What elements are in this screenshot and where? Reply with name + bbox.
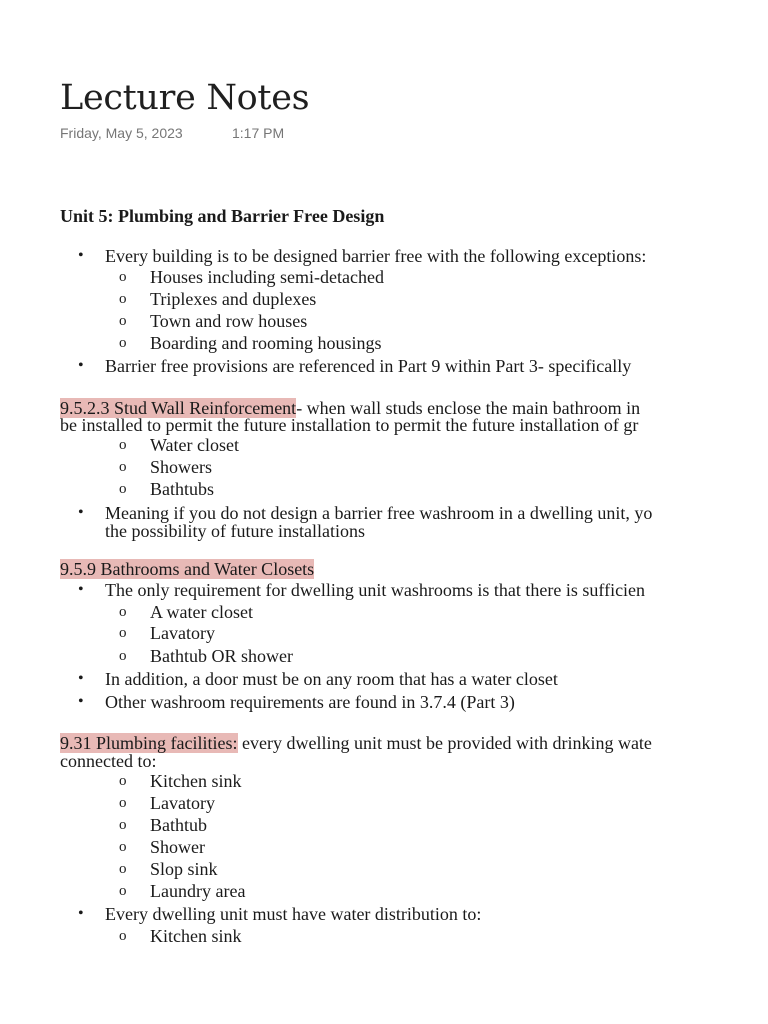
circle-bullet-icon: o [119,817,127,833]
circle-bullet-icon: o [119,773,127,789]
highlighted-label: 9.31 Plumbing facilities: [60,733,238,753]
list-item-cont: the possibility of future installations [105,521,365,541]
circle-bullet-icon: o [119,437,127,453]
circle-bullet-icon: o [119,291,127,307]
circle-bullet-icon: o [119,883,127,899]
circle-bullet-icon: o [119,313,127,329]
circle-bullet-icon: o [119,269,127,285]
page-title: Lecture Notes [60,78,310,118]
unit-heading: Unit 5: Plumbing and Barrier Free Design [60,206,385,226]
highlighted-label: 9.5.9 Bathrooms and Water Closets [60,559,315,579]
circle-bullet-icon: o [119,459,127,475]
circle-bullet-icon: o [119,481,127,497]
stud-wall-paragraph: 9.5.2.3 Stud Wall Reinforcement- when wall studs enclose the main bathroom in [60,398,641,418]
plumbing-paragraph: 9.31 Plumbing facilities: every dwelling unit must be provided with drinking wate [60,733,652,753]
page-time: 1:17 PM [232,125,285,141]
note-page: Lecture Notes Friday, May 5, 2023 1:17 PM Unit 5: Plumbing and Barrier Free Design • Every building is to be designed barrier free with the following exceptions: o Houses including semi-detached o Triplexes and duplexes o Town and row houses o Boarding and rooming housings • Barrier free provisions are referenced in Part 9 within Part 3- specifically 9.5.2.3 Stud Wall Reinforcement- when wall studs enclose the main bathroom in be installed to permit the future installation to permit the future installation of gr o Water closet o Showers o Bathtubs • Meaning if you do not design a barrier free washroom in a dwelling unit, yo the possibility of future installations 9.5.9 Bathrooms and Water Closets • The only requirement for dwelling unit washrooms is that there is sufficien o A water closet o Lavatory o Bathtub OR shower • In addition, a door must be on any room that has a water closet • Other washroom requirements are found in 3.7.4 (Part 3) 9.31 Plumbing facilities: every dwelling unit must be provided with drinking wate connected to: o Kitchen sink o Lavatory o Bathtub o Shower o Slop sink o Laundry area • Every dwelling unit must have water distribution to: o Kitchen sink [60,78,653,946]
bullet-icon: • [78,905,84,922]
page-date: Friday, May 5, 2023 [60,125,183,141]
bullet-icon: • [78,504,84,521]
circle-bullet-icon: o [119,648,127,664]
circle-bullet-icon: o [119,795,127,811]
stud-wall-paragraph-cont: be installed to permit the future installation to permit the future installation of gr [60,415,639,435]
circle-bullet-icon: o [119,604,127,620]
circle-bullet-icon: o [119,335,127,351]
circle-bullet-icon: o [119,625,127,641]
bullet-icon: • [78,670,84,687]
bullet-icon: • [78,357,84,374]
bullet-icon: • [78,247,84,264]
circle-bullet-icon: o [119,839,127,855]
plumbing-paragraph-cont: connected to: [60,751,157,771]
circle-bullet-icon: o [119,861,127,877]
highlighted-label: 9.5.2.3 Stud Wall Reinforcement [60,398,297,418]
bullet-icon: • [78,693,84,710]
bathrooms-heading [60,558,314,580]
circle-bullet-icon: o [119,928,127,944]
bullet-icon: • [78,581,84,598]
